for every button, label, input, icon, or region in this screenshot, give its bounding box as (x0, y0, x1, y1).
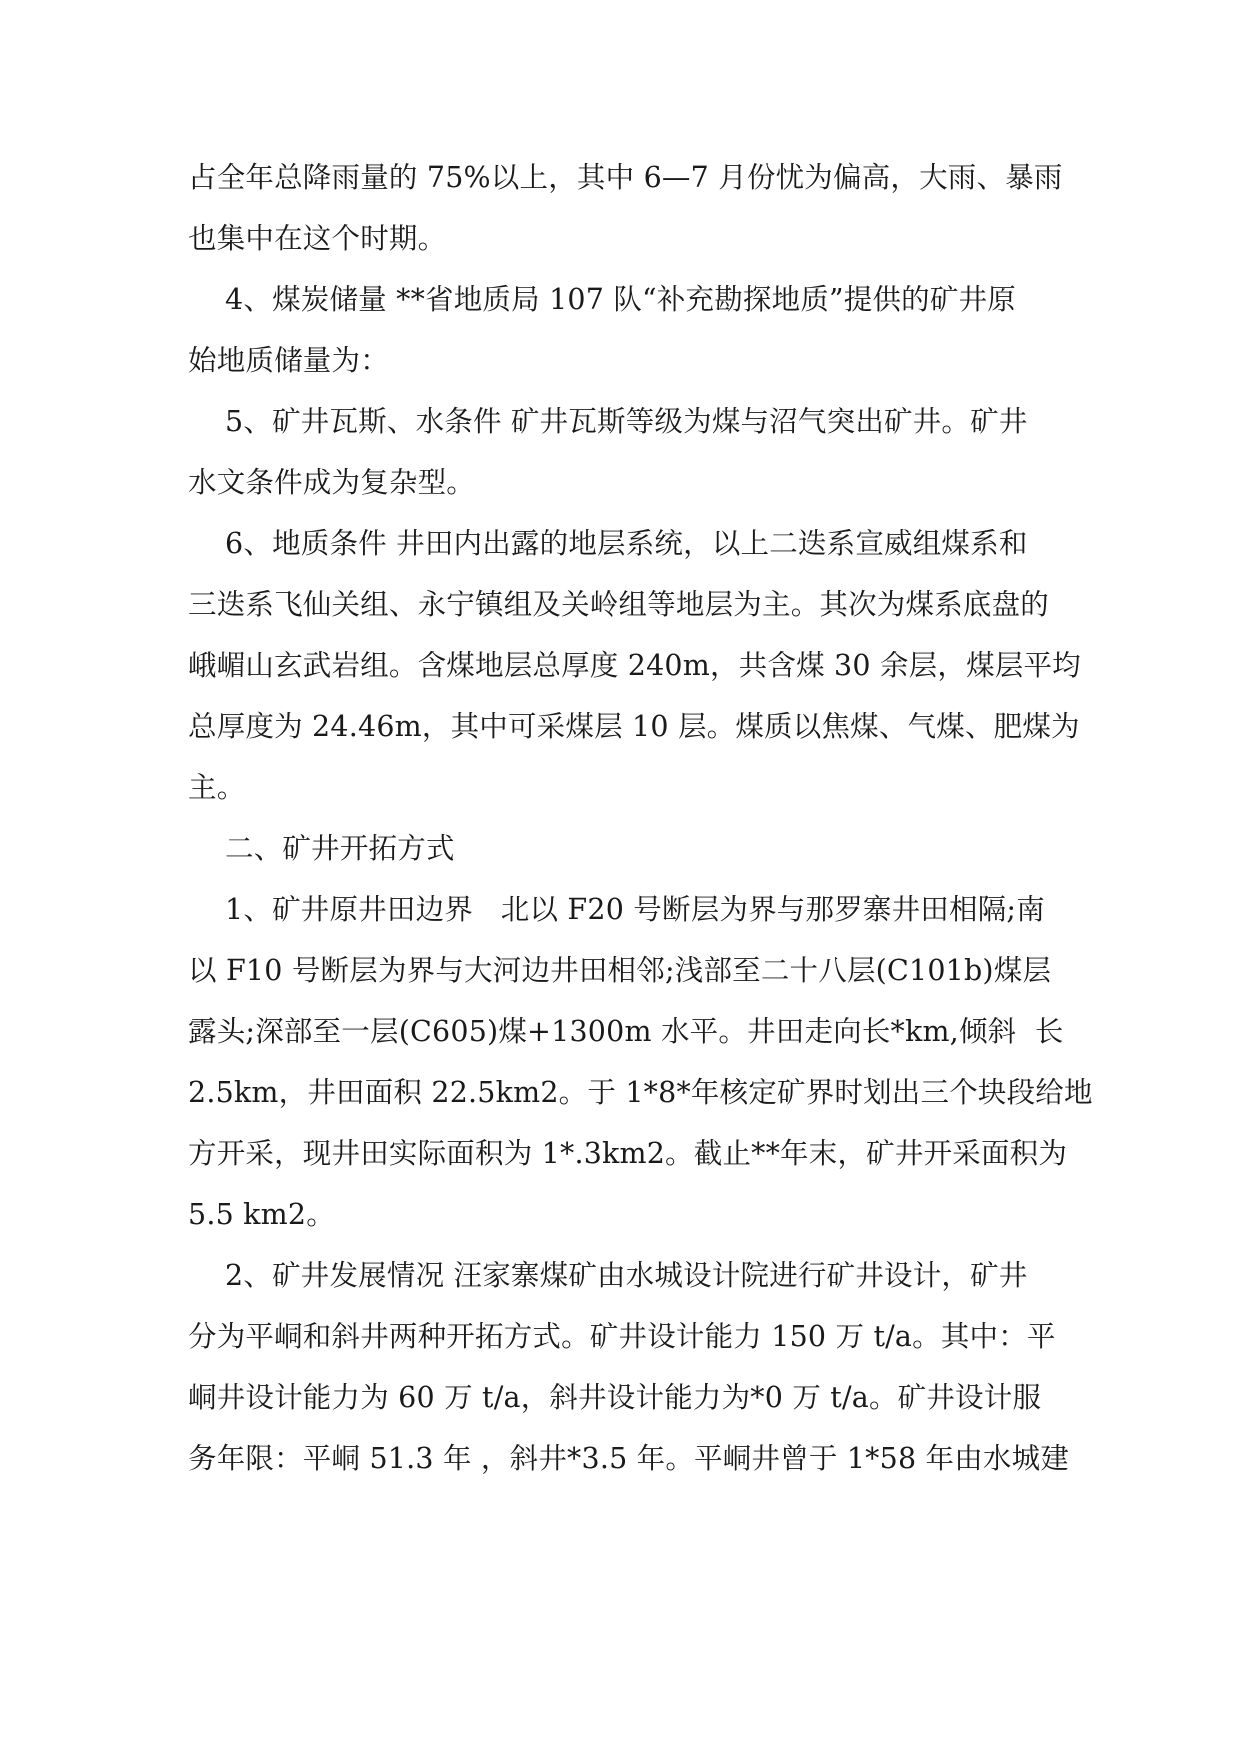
section-heading: 二、矿井开拓方式 (188, 832, 455, 865)
text-line: 2、矿井发展情况 汪家寨煤矿由水城设计院进行矿井设计，矿井 (188, 1259, 1028, 1292)
text-line: 峨嵋山玄武岩组。含煤地层总厚度 240m，共含煤 30 余层，煤层平均 (188, 649, 1081, 682)
text-line: 始地质储量为： (188, 344, 389, 377)
document-body (188, 158, 1093, 1500)
text-line: 三迭系飞仙关组、永宁镇组及关岭组等地层为主。其次为煤系底盘的 (188, 588, 1050, 621)
text-line: 分为平峒和斜井两种开拓方式。矿井设计能力 150 万 t/a。其中：平 (188, 1320, 1056, 1353)
text-line: 5.5 km2。 (188, 1198, 335, 1231)
text-line: 总厚度为 24.46m，其中可采煤层 10 层。煤质以焦煤、气煤、肥煤为 (188, 710, 1080, 743)
text-line: 5、矿井瓦斯、水条件 矿井瓦斯等级为煤与沼气突出矿井。矿井 (188, 405, 1028, 438)
text-line: 露头;深部至一层(C605)煤+1300m 水平。井田走向长*km,倾斜 长 (188, 1015, 1064, 1048)
text-line: 6、地质条件 井田内出露的地层系统，以上二迭系宣威组煤系和 (188, 527, 1028, 560)
text-line: 也集中在这个时期。 (188, 222, 447, 255)
text-line: 水文条件成为复杂型。 (188, 466, 476, 499)
text-line: 占全年总降雨量的 75%以上，其中 6—7 月份忧为偏高，大雨、暴雨 (188, 161, 1063, 194)
text-line: 主。 (188, 771, 246, 804)
text-line: 以 F10 号断层为界与大河边井田相邻;浅部至二十八层(C101b)煤层 (188, 954, 1052, 987)
text-line: 1、矿井原井田边界 北以 F20 号断层为界与那罗寨井田相隔;南 (188, 893, 1045, 926)
text-line: 4、煤炭储量 **省地质局 107 队“补充勘探地质”提供的矿井原 (188, 283, 1016, 316)
text-line: 峒井设计能力为 60 万 t/a，斜井设计能力为*0 万 t/a。矿井设计服 (188, 1381, 1042, 1414)
text-line: 方开采，现井田实际面积为 1*.3km2。截止**年末，矿井开采面积为 (188, 1137, 1068, 1170)
text-line: 2.5km，井田面积 22.5km2。于 1*8*年核定矿界时划出三个块段给地 (188, 1076, 1093, 1109)
text-line: 务年限：平峒 51.3 年 ，斜井*3.5 年。平峒井曾于 1*58 年由水城建 (188, 1442, 1070, 1475)
